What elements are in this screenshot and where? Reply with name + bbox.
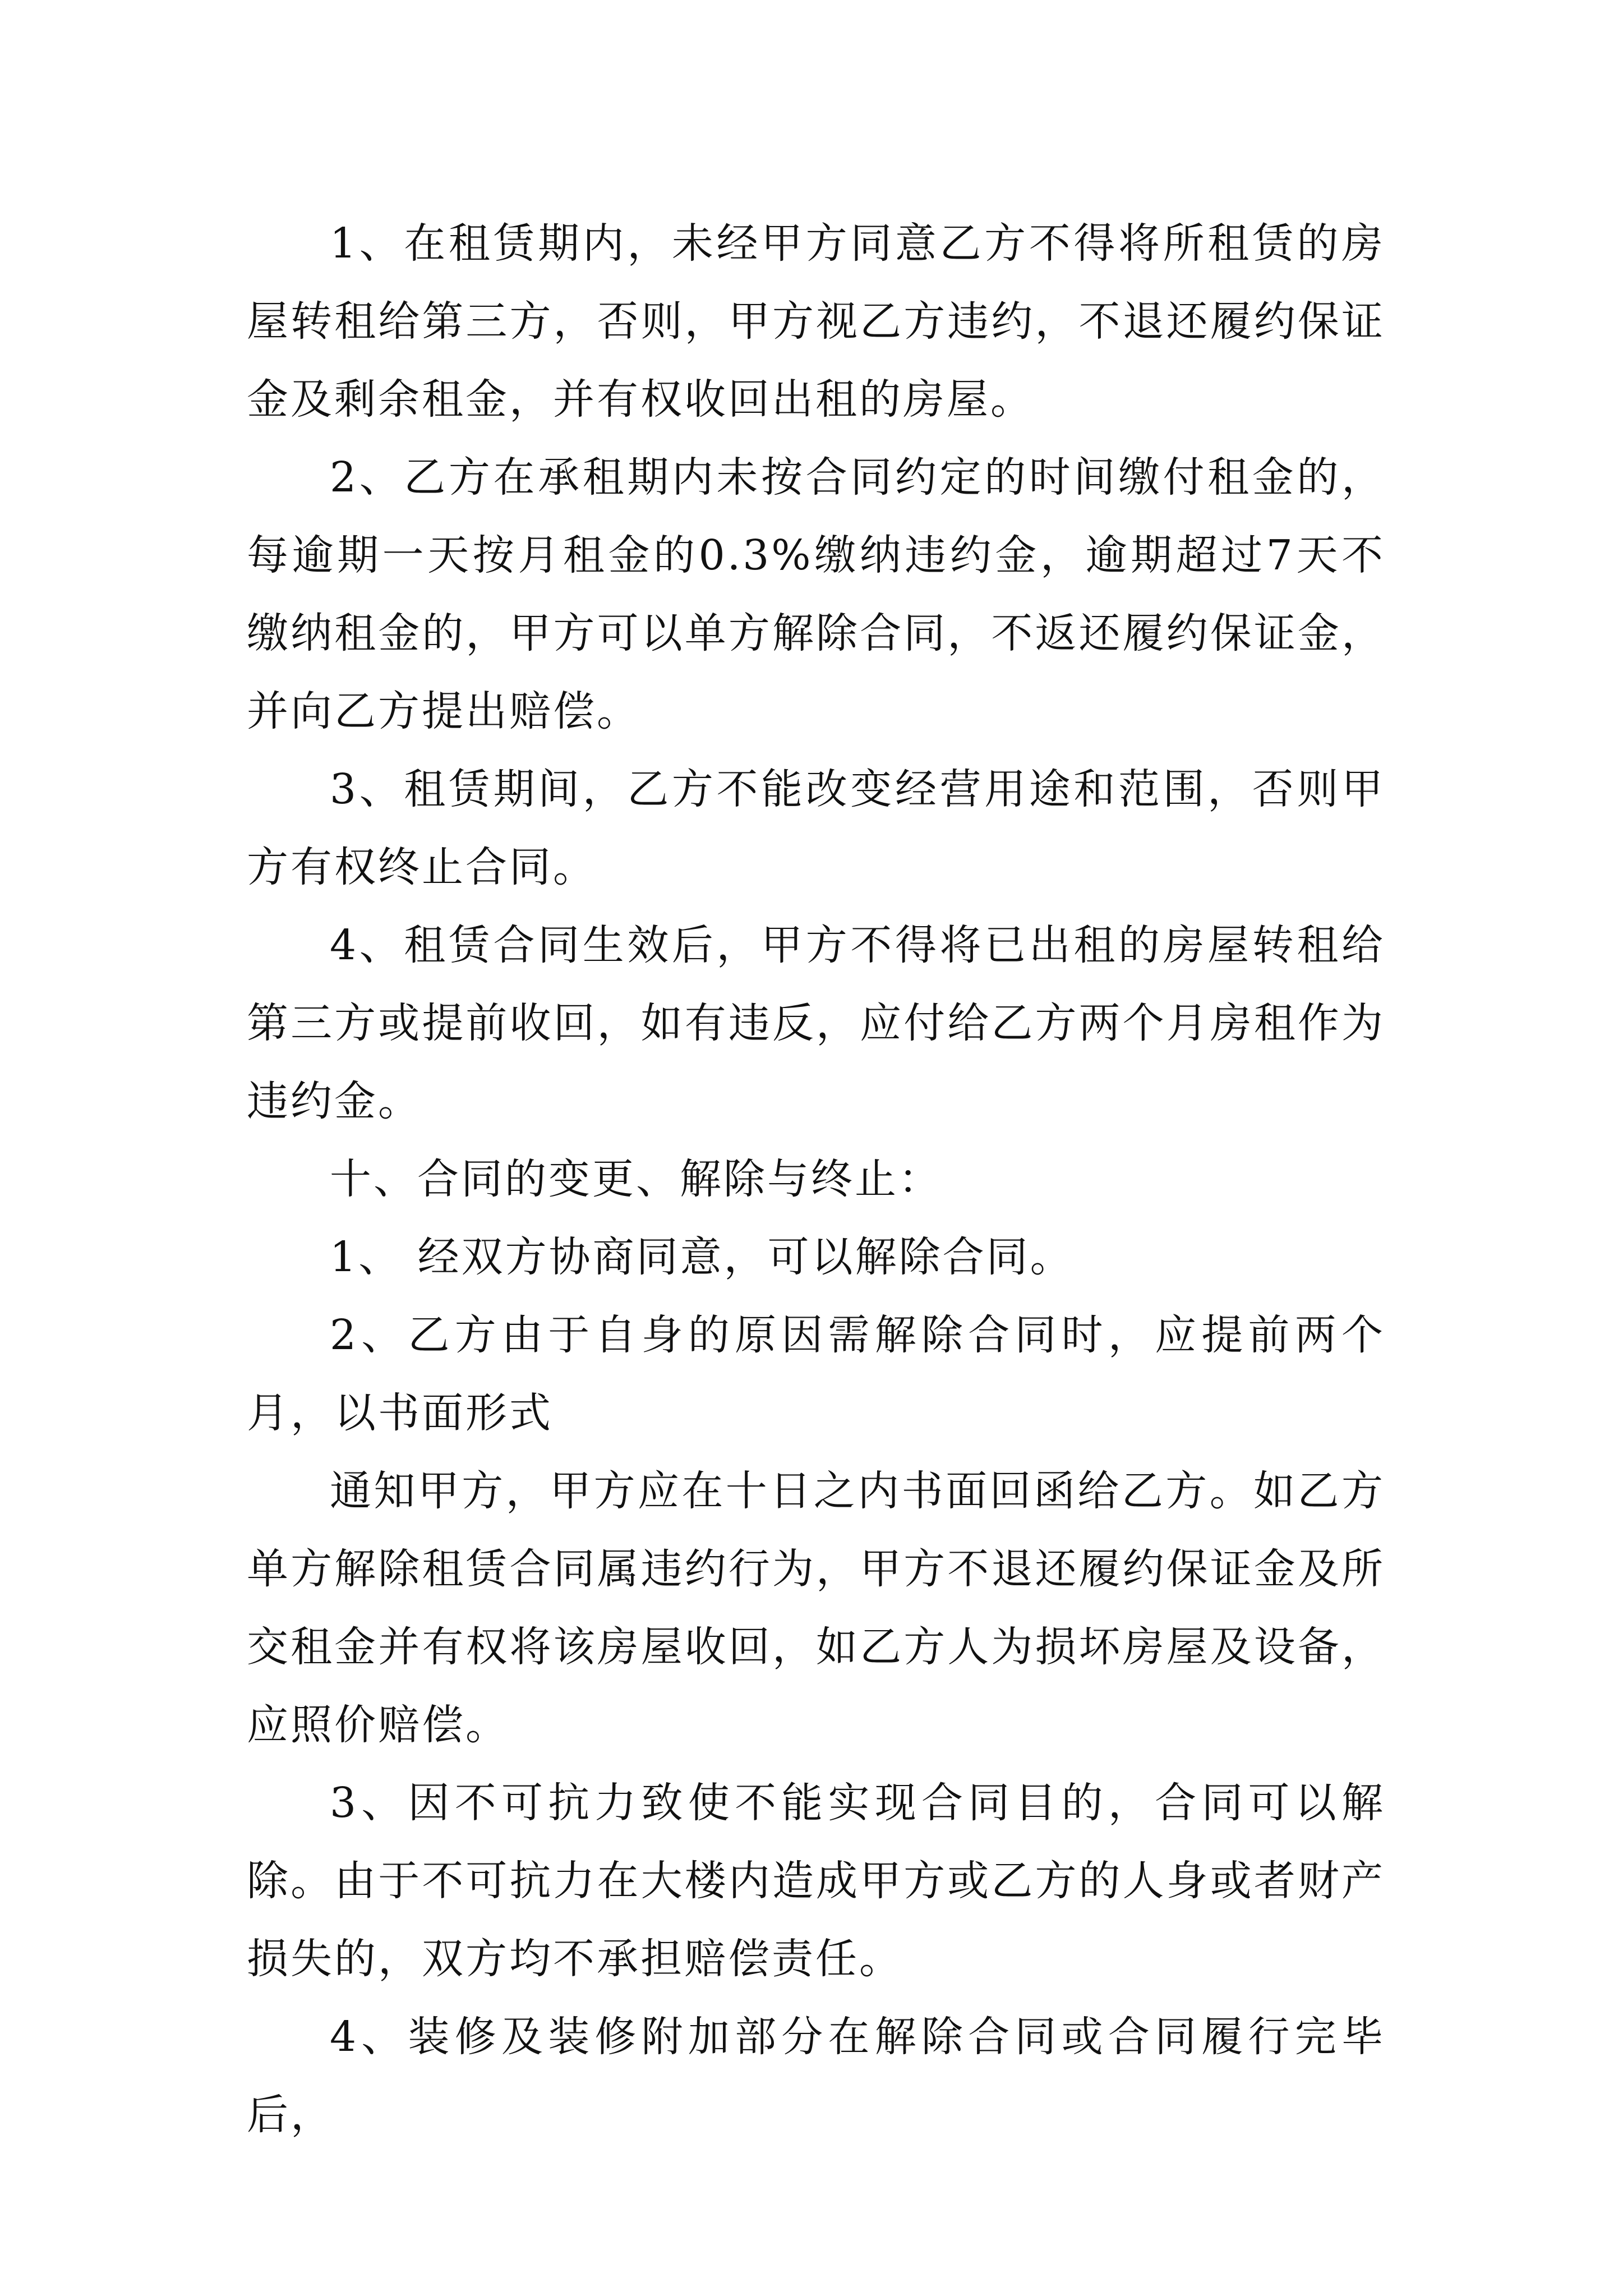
clause-4-landlord-breach-paragraph: 4、租赁合同生效后，甲方不得将已出租的房屋转租给第三方或提前收回，如有违反，应付给乙方两个月房租作为违约金。 (247, 921, 1385, 1125)
clause-1-sublet-paragraph: 1、在租赁期内，未经甲方同意乙方不得将所租赁的房屋转租给第三方，否则，甲方视乙方违约，不退还履约保证金及剩余租金，并有权收回出租的房屋。 (247, 219, 1385, 424)
clause-2-late-rent-paragraph: 2、乙方在承租期内未按合同约定的时间缴付租金的，每逾期一天按月租金的0.3%缴纳违约金，逾期超过7天不缴纳租金的，甲方可以单方解除合同，不返还履约保证金，并向乙方提出赔偿。 (247, 453, 1385, 735)
clause-3-usage-paragraph: 3、租赁期间，乙方不能改变经营用途和范围，否则甲方有权终止合同。 (247, 765, 1385, 891)
section-10-heading: 十、合同的变更、解除与终止： (330, 1155, 942, 1203)
section-10-clause-2-continued-paragraph: 通知甲方，甲方应在十日之内书面回函给乙方。如乙方单方解除租赁合同属违约行为，甲方不退还履约保证金及所交租金并有权将该房屋收回，如乙方人为损坏房屋及设备，应照价赔偿。 (247, 1467, 1385, 1749)
section-10-clause-1-paragraph: 1、 经双方协商同意，可以解除合同。 (330, 1233, 1074, 1281)
section-10-clause-2-paragraph: 2、乙方由于自身的原因需解除合同时，应提前两个月，以书面形式 (247, 1311, 1385, 1437)
section-10-clause-4-paragraph: 4、装修及装修附加部分在解除合同或合同履行完毕后， (247, 2013, 1385, 2139)
section-10-clause-3-paragraph: 3、因不可抗力致使不能实现合同目的，合同可以解除。由于不可抗力在大楼内造成甲方或乙方的人身或者财产损失的，双方均不承担赔偿责任。 (247, 1779, 1385, 1983)
document-body (247, 205, 1385, 2154)
